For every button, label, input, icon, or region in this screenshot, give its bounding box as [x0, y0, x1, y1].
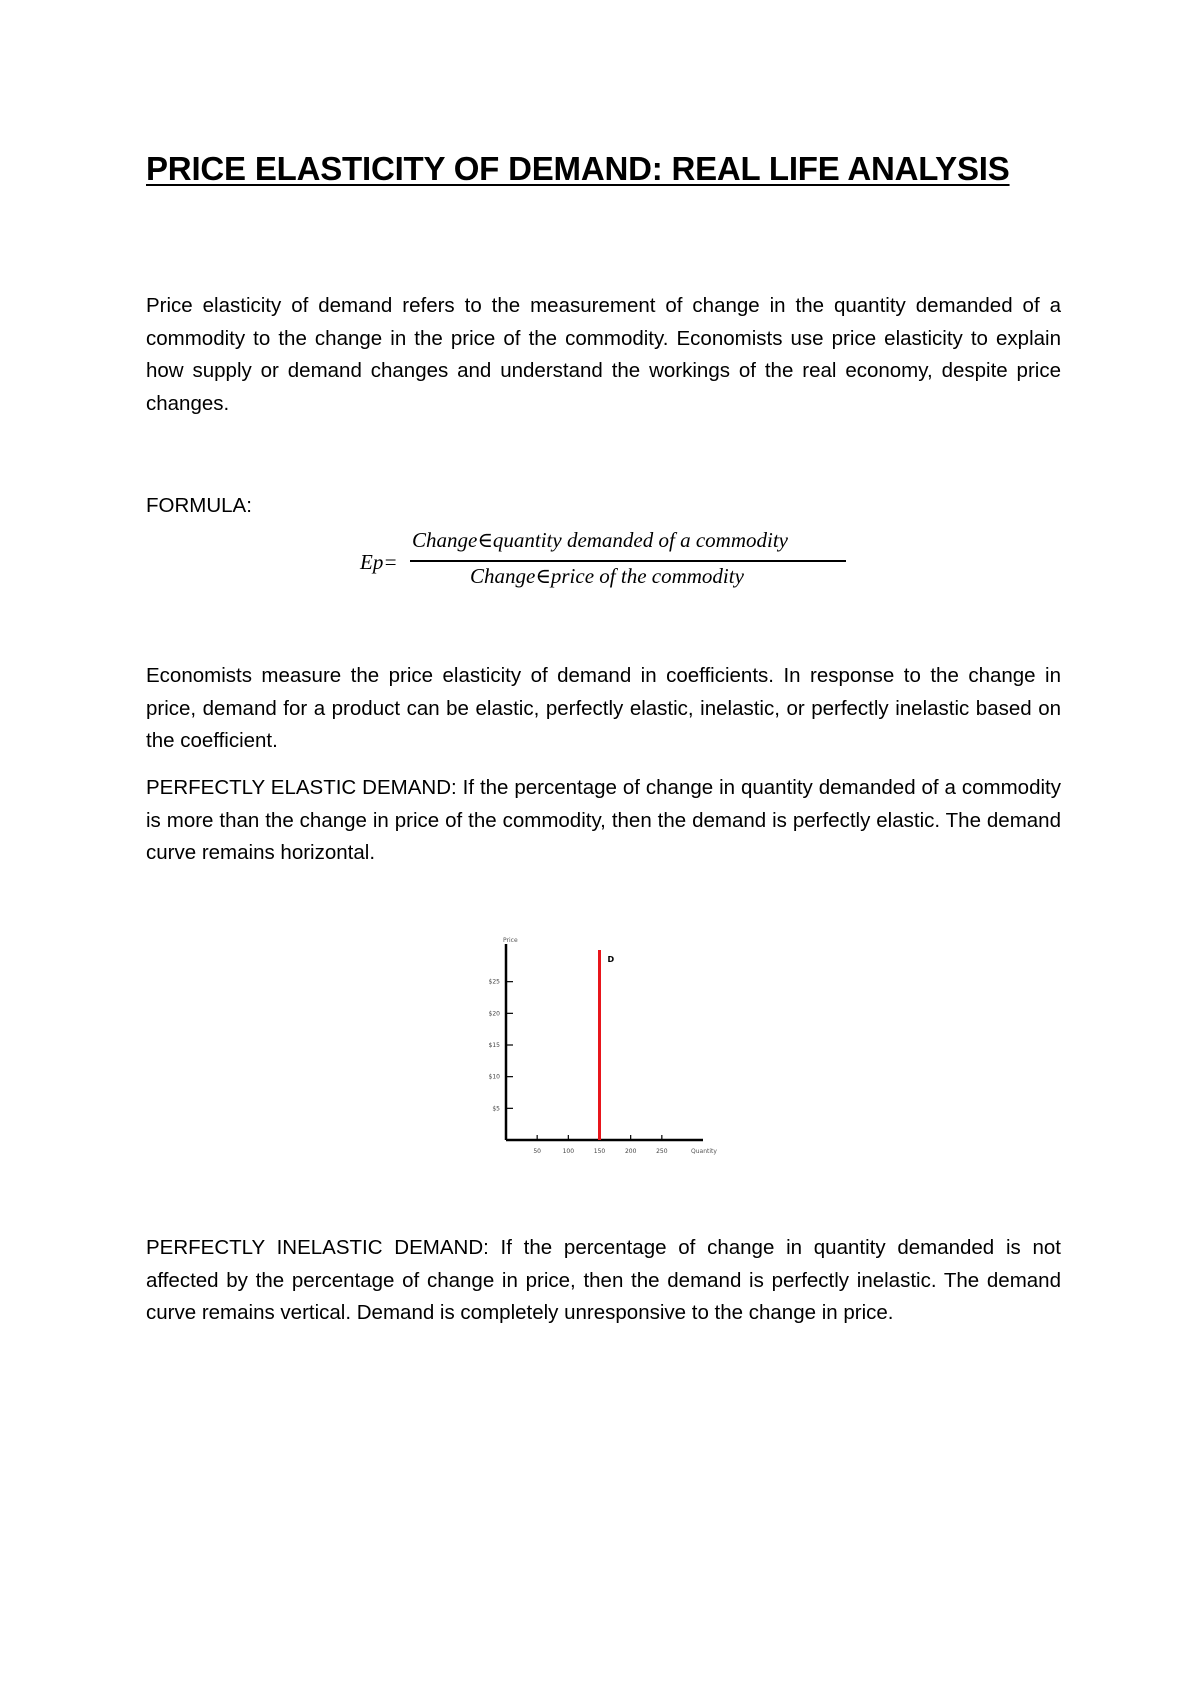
series-label: D — [607, 955, 615, 964]
x-tick-label: 100 — [562, 1148, 575, 1155]
x-tick-label: 200 — [624, 1148, 637, 1155]
y-tick-label: $15 — [488, 1042, 500, 1049]
coefficient-paragraph: Economists measure the price elasticity of demand in coefficients. In response to the change in price, demand for a product can be elastic, perfectly elastic, inelastic, or perfectly inelastic based on the coefficient. — [146, 664, 1061, 752]
demand-curve-chart — [483, 930, 723, 1170]
formula-label: FORMULA: — [146, 494, 252, 517]
x-tick-label: 150 — [593, 1148, 606, 1155]
intro-paragraph: Price elasticity of demand refers to the measurement of change in the quantity demanded of a commodity to the change in the price of the commodity. Economists use price elasticity to explain how supply or demand changes and understand the workings of the real economy, despite price changes. — [146, 294, 1061, 415]
elasticity-formula — [0, 528, 1200, 598]
fraction-bar — [410, 560, 846, 562]
perfectly-inelastic-paragraph: PERFECTLY INELASTIC DEMAND: If the percentage of change in quantity demanded is not affected by the percentage of change in price, then the demand is perfectly inelastic. The demand curve remains vertical. Demand is completely unresponsive to the change in price. — [146, 1236, 1061, 1324]
y-tick-label: $5 — [492, 1105, 500, 1113]
y-tick-label: $10 — [488, 1073, 500, 1081]
perfectly-elastic-paragraph: PERFECTLY ELASTIC DEMAND: If the percentage of change in quantity demanded of a commodity is more than the change in price of the commodity, then the demand is perfectly elastic. The demand curve remains horizontal. — [146, 776, 1061, 864]
x-tick-label: 250 — [656, 1148, 668, 1155]
document-title: PRICE ELASTICITY OF DEMAND: REAL LIFE ANALYSIS — [146, 150, 1010, 187]
x-tick-label: 50 — [533, 1148, 541, 1155]
formula-denominator: Change∈price of the commodity — [470, 564, 744, 588]
formula-numerator: Change∈quantity demanded of a commodity — [412, 528, 788, 552]
y-axis-label: Price — [503, 937, 518, 944]
formula-lhs: Ep= — [360, 550, 398, 574]
x-axis-label: Quantity — [691, 1148, 717, 1155]
y-tick-label: $25 — [488, 978, 500, 986]
y-tick-label: $20 — [488, 1010, 500, 1018]
